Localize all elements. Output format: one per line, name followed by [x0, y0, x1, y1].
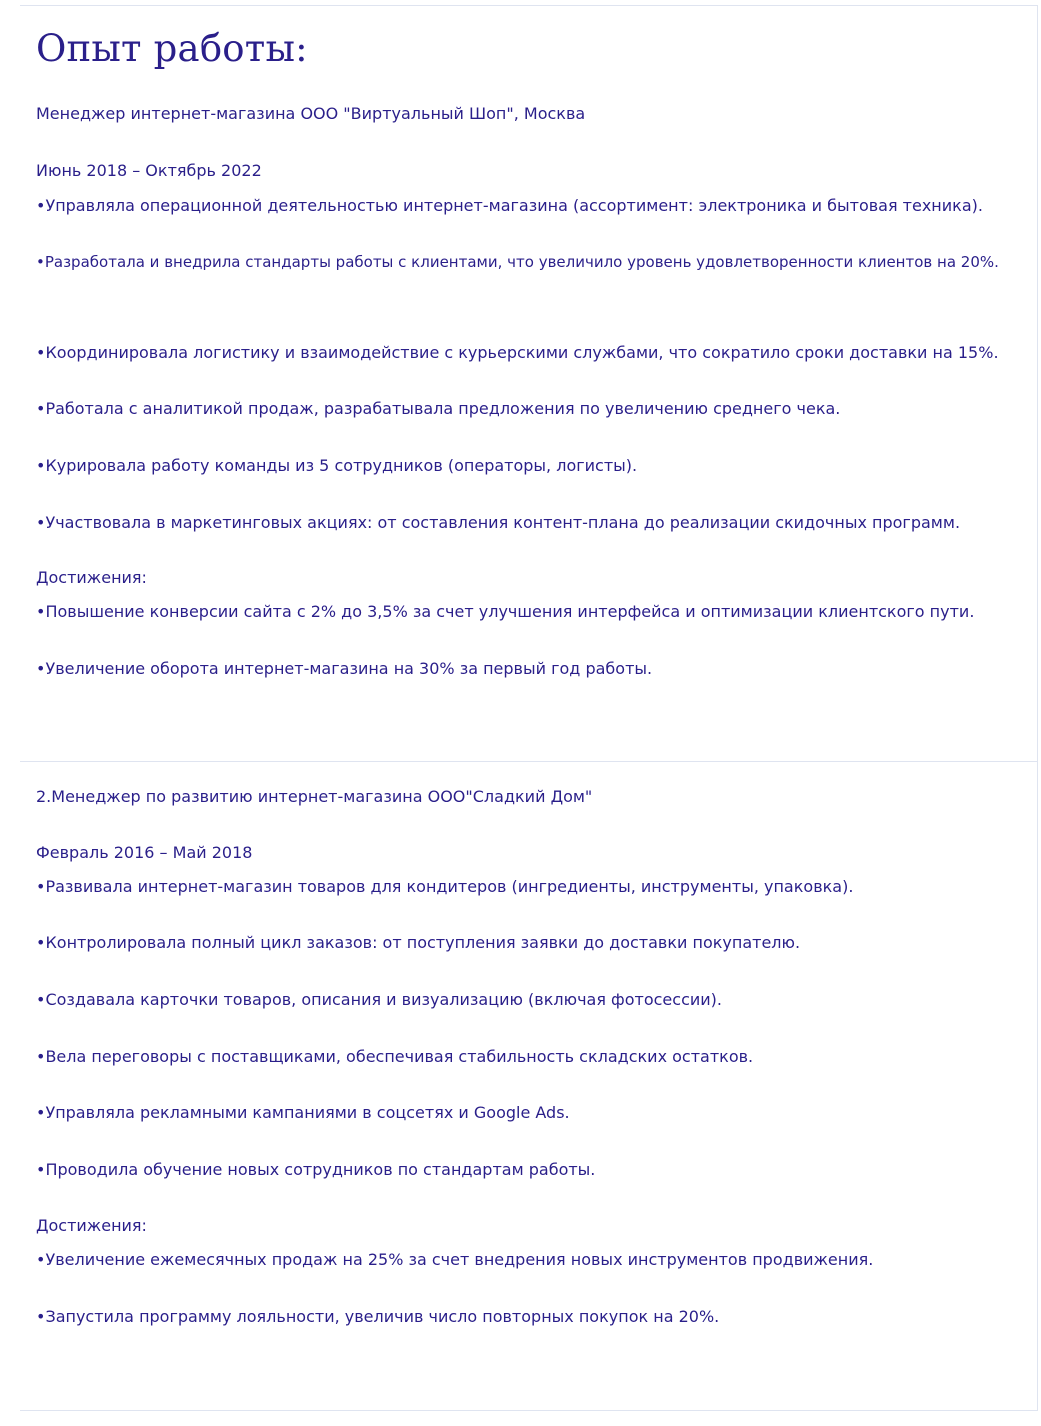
job-1-achievement: •Увеличение оборота интернет-магазина на 30% за первый год работы.	[36, 659, 653, 678]
job-1-duty: •Участвовала в маркетинговых акциях: от составления контент-плана до реализации скидочных программ.	[36, 513, 961, 532]
job-1-duty: •Координировала логистику и взаимодействие с курьерскими службами, что сократило сроки доставки на 15%.	[36, 343, 999, 362]
job-1-duty: •Курировала работу команды из 5 сотрудников (операторы, логисты).	[36, 456, 638, 475]
section-title: Опыт работы:	[36, 27, 308, 70]
job-2-duty: •Проводила обучение новых сотрудников по стандартам работы.	[36, 1160, 596, 1179]
job-2-achievement: •Запустила программу лояльности, увеличив число повторных покупок на 20%.	[36, 1307, 720, 1326]
job-2-duty: •Управляла рекламными кампаниями в соцсетях и Google Ads.	[36, 1103, 570, 1122]
job-1-heading: Менеджер интернет-магазина ООО "Виртуальный Шоп", Москва	[36, 104, 586, 123]
job-2-achievements-label: Достижения:	[36, 1216, 147, 1235]
job-1-duty: •Управляла операционной деятельностью интернет-магазина (ассортимент: электроника и бытовая техника).	[36, 196, 983, 215]
job-2-duty: •Создавала карточки товаров, описания и визуализацию (включая фотосессии).	[36, 990, 722, 1009]
job-1-duty: •Разработала и внедрила стандарты работы с клиентами, что увеличило уровень удовлетворенности клиентов на 20%.	[36, 253, 999, 271]
job-2-achievement: •Увеличение ежемесячных продаж на 25% за счет внедрения новых инструментов продвижения.	[36, 1250, 874, 1269]
job-1-period: Июнь 2018 – Октябрь 2022	[36, 161, 262, 180]
job-2-duty: •Контролировала полный цикл заказов: от поступления заявки до доставки покупателю.	[36, 933, 801, 952]
job-1-achievements-label: Достижения:	[36, 568, 147, 587]
job-1-duty: •Работала с аналитикой продаж, разрабатывала предложения по увеличению среднего чека.	[36, 399, 841, 418]
job-2-heading: 2.Менеджер по развитию интернет-магазина ООО"Сладкий Дом"	[36, 787, 593, 806]
job-1-achievement: •Повышение конверсии сайта с 2% до 3,5% за счет улучшения интерфейса и оптимизации клиентского пути.	[36, 602, 975, 621]
job-2-duty: •Развивала интернет-магазин товаров для кондитеров (ингредиенты, инструменты, упаковка).	[36, 877, 854, 896]
job-2-duty: •Вела переговоры с поставщиками, обеспечивая стабильность складских остатков.	[36, 1047, 754, 1066]
job-2-period: Февраль 2016 – Май 2018	[36, 843, 253, 862]
